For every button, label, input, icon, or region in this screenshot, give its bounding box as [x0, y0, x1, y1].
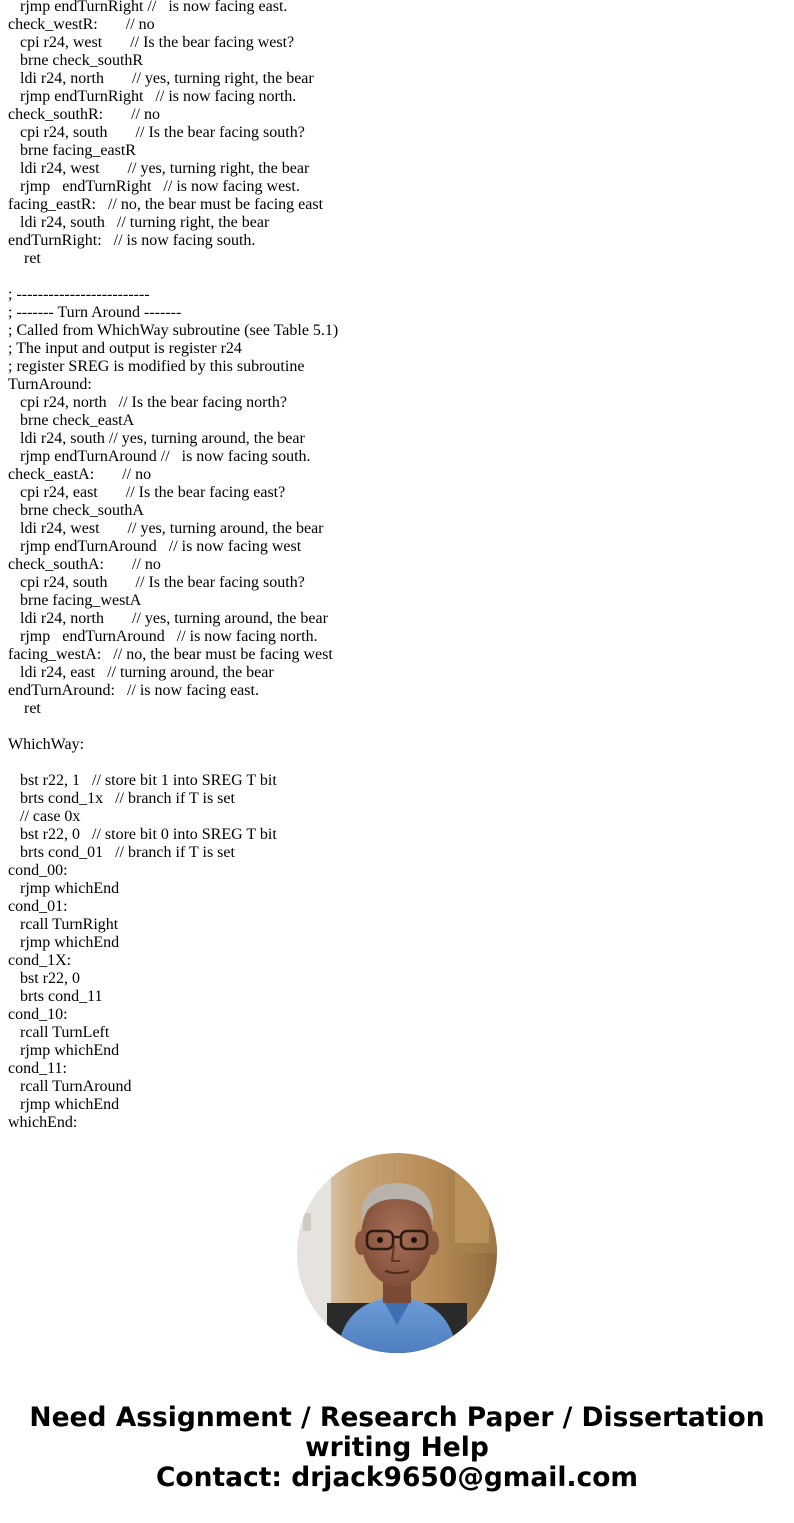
code-line: brne check_southA — [8, 502, 144, 519]
code-line: check_southR: // no — [8, 106, 160, 123]
code-line: ldi r24, south // yes, turning around, the bear — [8, 430, 305, 447]
code-line: ldi r24, east // turning around, the bear — [8, 664, 274, 681]
code-line: cond_11: — [8, 1060, 67, 1077]
code-line: whichEnd: — [8, 1114, 78, 1131]
code-line: brts cond_1x // branch if T is set — [8, 790, 235, 807]
code-line: endTurnAround: // is now facing east. — [8, 682, 259, 699]
promo-banner — [0, 1403, 794, 1493]
code-line: check_eastA: // no — [8, 466, 152, 483]
code-line: rjmp whichEnd — [8, 880, 120, 897]
code-line: rjmp endTurnRight // is now facing west. — [8, 178, 300, 195]
code-line: ; ------- Turn Around ------- — [8, 304, 182, 321]
code-line: cond_10: — [8, 1006, 68, 1023]
code-line: bst r22, 1 // store bit 1 into SREG T bit — [8, 772, 277, 789]
code-line: rjmp endTurnAround // is now facing west — [8, 538, 302, 555]
code-line: cond_1X: — [8, 952, 72, 969]
code-line: ; ------------------------- — [8, 286, 150, 303]
code-line: TurnAround: — [8, 376, 92, 393]
code-line: ldi r24, south // turning right, the bear — [8, 214, 270, 231]
code-line: cpi r24, south // Is the bear facing south? — [8, 124, 305, 141]
code-line: ; Called from WhichWay subroutine (see Table 5.1) — [8, 322, 339, 339]
code-line — [8, 718, 338, 736]
code-listing — [8, 0, 338, 1132]
code-line: cond_00: — [8, 862, 68, 879]
code-line: brts cond_01 // branch if T is set — [8, 844, 235, 861]
code-line: ldi r24, north // yes, turning right, the bear — [8, 70, 314, 87]
code-line: rjmp endTurnRight // is now facing east. — [8, 0, 288, 15]
code-line: bst r22, 0 — [8, 970, 80, 987]
code-line: ret — [8, 250, 41, 267]
code-line: WhichWay: — [8, 736, 85, 753]
code-line: rcall TurnLeft — [8, 1024, 110, 1041]
code-line: rjmp whichEnd — [8, 1096, 120, 1113]
code-line: ; The input and output is register r24 — [8, 340, 242, 357]
promo-line-3: Contact: drjack9650@gmail.com — [155, 1462, 639, 1493]
code-line: brts cond_11 — [8, 988, 103, 1005]
code-line: brne check_eastA — [8, 412, 135, 429]
code-line: check_westR: // no — [8, 16, 155, 33]
code-line: facing_eastR: // no, the bear must be facing east — [8, 196, 324, 213]
code-line: cpi r24, east // Is the bear facing east? — [8, 484, 286, 501]
code-line: cond_01: — [8, 898, 68, 915]
code-line: brne facing_eastR — [8, 142, 136, 159]
promo-line-2: writing Help — [305, 1432, 489, 1463]
code-line: ret — [8, 700, 41, 717]
code-line: bst r22, 0 // store bit 0 into SREG T bit — [8, 826, 277, 843]
code-line — [8, 754, 338, 772]
code-line: brne check_southR — [8, 52, 144, 69]
code-line: facing_westA: // no, the bear must be facing west — [8, 646, 333, 663]
avatar — [297, 1153, 497, 1353]
code-line: ldi r24, west // yes, turning around, the bear — [8, 520, 324, 537]
code-line: endTurnRight: // is now facing south. — [8, 232, 256, 249]
code-line: // case 0x — [8, 808, 81, 825]
code-line: ldi r24, north // yes, turning around, the bear — [8, 610, 328, 627]
code-line: brne facing_westA — [8, 592, 142, 609]
code-line: rjmp whichEnd — [8, 934, 120, 951]
code-line: rcall TurnRight — [8, 916, 119, 933]
code-line: cpi r24, north // Is the bear facing north? — [8, 394, 288, 411]
code-line: check_southA: // no — [8, 556, 161, 573]
code-line: cpi r24, south // Is the bear facing south? — [8, 574, 305, 591]
code-line: rjmp endTurnAround // is now facing north. — [8, 628, 318, 645]
code-line: rjmp whichEnd — [8, 1042, 120, 1059]
code-line — [8, 268, 338, 286]
code-line: rjmp endTurnRight // is now facing north. — [8, 88, 297, 105]
avatar-photo — [297, 1153, 497, 1353]
code-line: ldi r24, west // yes, turning right, the bear — [8, 160, 310, 177]
promo-line-1: Need Assignment / Research Paper / Dissertation — [29, 1402, 765, 1433]
code-line: rjmp endTurnAround // is now facing south. — [8, 448, 311, 465]
code-line: cpi r24, west // Is the bear facing west? — [8, 34, 295, 51]
code-line: rcall TurnAround — [8, 1078, 132, 1095]
code-line: ; register SREG is modified by this subroutine — [8, 358, 305, 375]
